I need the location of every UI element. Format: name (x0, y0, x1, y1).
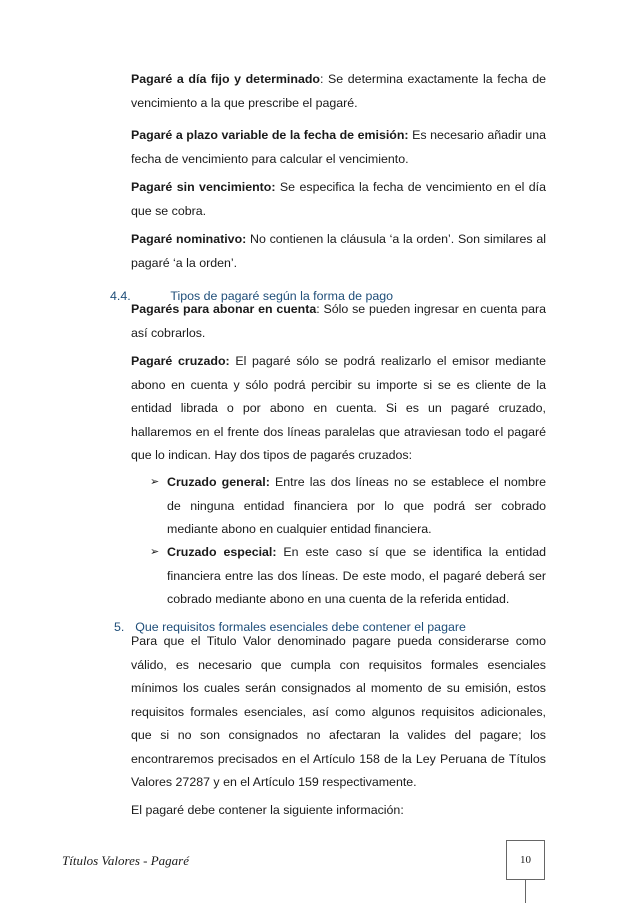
term-label: Cruzado general: (167, 475, 270, 489)
paragraph-pagare-dia-fijo (131, 68, 546, 115)
paragraph-text: El pagaré debe contener la siguiente información: (131, 803, 404, 817)
paragraph-pagare-nominativo (131, 228, 546, 275)
term-description: En este caso sí que se identifica la entidad financiera entre las dos líneas. De este modo, el pagaré deberá ser cobrado mediante abono en una cuenta de la referida entidad. (167, 545, 547, 606)
heading-number: 5. (114, 620, 125, 634)
paragraph-informacion-intro (131, 799, 546, 823)
term-label: Pagaré nominativo: (131, 232, 247, 246)
bullet-cruzado-especial (150, 541, 546, 612)
term-label: Pagaré cruzado: (131, 354, 230, 368)
page-number: 10 (520, 854, 531, 866)
term-label: Pagarés para abonar en cuenta (131, 302, 317, 316)
term-description: Es necesario añadir una fecha de vencimiento para calcular el vencimiento. (131, 128, 546, 166)
heading-title: Tipos de pagaré según la forma de pago (170, 289, 394, 303)
term-label: Pagaré a plazo variable de la fecha de emisión: (131, 128, 409, 142)
term-label: Cruzado especial: (167, 545, 277, 559)
page-number-line (525, 880, 526, 903)
heading-number: 4.4. (110, 289, 131, 303)
paragraph-pagare-cruzado (131, 350, 546, 468)
term-description: El pagaré sólo se podrá realizarlo el emisor mediante abono en cuenta y sólo podrá percibir su importe si se es cliente de la entidad librada o por abono en cuenta. Si es un pagaré cruzado, hallaremos en el frente dos líneas paralelas que atraviesan todo el pagaré que lo indican. Hay dos tipos de pagarés cruzados: (131, 354, 547, 462)
paragraph-pagare-plazo-variable (131, 124, 546, 171)
arrow-bullet-icon: ➢ (150, 546, 160, 558)
arrow-bullet-icon: ➢ (150, 476, 160, 488)
term-label: Pagaré sin vencimiento: (131, 180, 276, 194)
term-description: : Sólo se pueden ingresar en cuenta para así cobrarlos. (131, 302, 546, 340)
paragraph-text: Para que el Titulo Valor denominado pagare pueda considerarse como válido, es necesario que cumpla con requisitos formales esenciales mínimos los cuales serán consignados al momento de su emisión, estos requisitos formales esenciales, así como algunos requisitos adicionales, que si no son consignados no afectaran la valides del pagare; los encontraremos precisados en el Artículo 158 de la Ley Peruana de Títulos Valores 27287 y en el Artículo 159 respectivamente. (131, 634, 546, 789)
bullet-cruzado-general (150, 471, 546, 542)
paragraph-pagares-abonar-cuenta (131, 298, 546, 345)
term-description: No contienen la cláusula ‘a la orden’. Son similares al pagaré ‘a la orden’. (131, 232, 546, 270)
paragraph-pagare-sin-vencimiento (131, 176, 546, 223)
term-description: : Se determina exactamente la fecha de vencimiento a la que prescribe el pagaré. (131, 72, 546, 110)
heading-title: Que requisitos formales esenciales debe contener el pagare (135, 620, 466, 634)
page-number-box (506, 840, 545, 880)
term-description: Se especifica la fecha de vencimiento en el día que se cobra. (131, 180, 546, 218)
term-label: Pagaré a día fijo y determinado (131, 72, 320, 86)
footer-document-title: Títulos Valores - Pagaré (62, 853, 189, 868)
term-description: Entre las dos líneas no se establece el nombre de ninguna entidad financiera por lo que podrá ser cobrado mediante abono en cualquier entidad financiera. (167, 475, 546, 536)
paragraph-requisitos-formales (131, 630, 546, 795)
